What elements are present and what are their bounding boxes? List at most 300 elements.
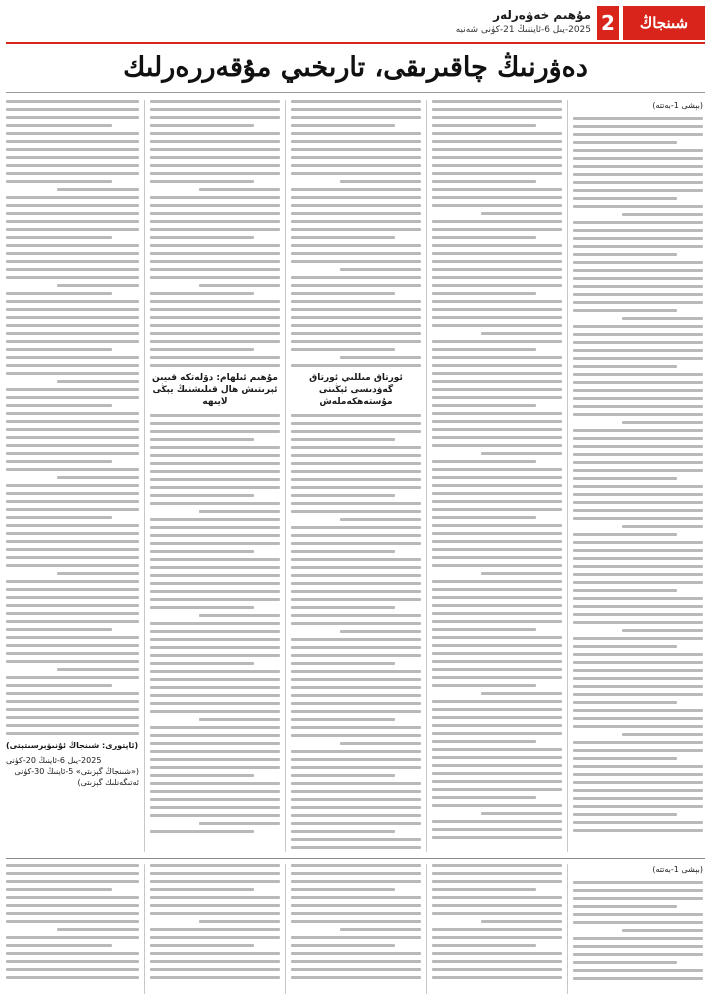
- text-line: [291, 132, 421, 135]
- text-line: [6, 732, 139, 735]
- text-line: [291, 478, 421, 481]
- text-line: [432, 524, 562, 527]
- text-line: [57, 188, 139, 191]
- signature-date: 2025-يىل 6-ئاينىڭ 20-كۈنى: [6, 756, 102, 765]
- text-line: [150, 422, 280, 425]
- masthead: [6, 6, 705, 66]
- text-line: [150, 196, 280, 199]
- text-line: [573, 541, 703, 544]
- text-line: [432, 564, 562, 567]
- text-line: [573, 573, 703, 576]
- text-line: [291, 590, 421, 593]
- text-line: [291, 968, 421, 971]
- text-line: [150, 904, 280, 907]
- text-line: [291, 766, 421, 769]
- text-line: [432, 348, 536, 351]
- text-line: [432, 420, 562, 423]
- text-line: [573, 293, 703, 296]
- text-line: [432, 756, 562, 759]
- text-line: [291, 758, 421, 761]
- text-line: [291, 414, 421, 417]
- text-line: [150, 928, 280, 931]
- text-line: [291, 470, 421, 473]
- text-line: [432, 620, 562, 623]
- text-line: [291, 888, 395, 891]
- text-line: [573, 269, 703, 272]
- sub-heading: ئورتاق مىللىي ئورتاق گەۋدىسى ئېڭىنى مۇستەھكەملەش: [309, 373, 403, 407]
- text-line: [6, 356, 139, 359]
- text-line: [291, 148, 421, 151]
- text-line: [432, 372, 562, 375]
- text-line: [291, 438, 395, 441]
- text-line: [573, 237, 703, 240]
- text-line: [291, 638, 421, 641]
- text-line: [432, 628, 536, 631]
- text-line: [573, 789, 703, 792]
- text-line: [432, 820, 562, 823]
- article-column-4: [150, 100, 280, 852]
- text-line: [622, 317, 703, 320]
- text-line: [57, 380, 139, 383]
- text-line: [6, 692, 139, 695]
- text-line: [150, 782, 280, 785]
- text-line: [432, 172, 562, 175]
- text-line: [150, 268, 280, 271]
- text-line: [432, 444, 562, 447]
- text-line: [573, 717, 703, 720]
- text-line: [199, 718, 280, 721]
- text-line: [573, 685, 703, 688]
- text-line: [432, 836, 562, 839]
- text-line: [573, 677, 703, 680]
- text-line: [199, 920, 280, 923]
- text-line: [6, 372, 139, 375]
- text-line: [150, 236, 254, 239]
- text-line: [573, 709, 703, 712]
- text-line: [291, 606, 395, 609]
- text-line: [432, 364, 562, 367]
- text-line: [340, 180, 421, 183]
- text-line: [150, 630, 280, 633]
- text-line: [150, 670, 280, 673]
- text-line: [432, 796, 536, 799]
- text-line: [481, 572, 562, 575]
- text-line: [432, 652, 562, 655]
- text-line: [573, 365, 677, 368]
- text-line: [150, 574, 280, 577]
- text-line: [150, 774, 254, 777]
- text-line: [432, 356, 562, 359]
- text-line: [291, 156, 421, 159]
- text-line: [573, 517, 703, 520]
- text-line: [6, 580, 139, 583]
- text-line: [150, 156, 280, 159]
- article-column-1: [573, 100, 703, 852]
- text-line: [432, 196, 562, 199]
- text-line: [150, 164, 280, 167]
- text-line: [573, 157, 703, 160]
- text-line: [432, 944, 536, 947]
- text-line: [432, 484, 562, 487]
- text-line: [291, 212, 421, 215]
- text-line: [432, 124, 536, 127]
- text-line: [6, 180, 112, 183]
- text-line: [291, 614, 421, 617]
- text-line: [150, 534, 280, 537]
- text-line: [291, 108, 421, 111]
- text-line: [150, 276, 280, 279]
- text-line: [573, 141, 677, 144]
- text-line: [432, 952, 562, 955]
- text-line: [432, 960, 562, 963]
- text-line: [291, 646, 421, 649]
- text-line: [573, 253, 677, 256]
- masthead-rule: [6, 42, 705, 44]
- text-line: [6, 348, 112, 351]
- column-divider: [426, 100, 427, 852]
- text-line: [432, 244, 562, 247]
- text-line: [432, 976, 562, 979]
- text-line: [432, 636, 562, 639]
- text-line: [6, 492, 139, 495]
- text-line: [573, 445, 703, 448]
- text-line: [573, 285, 703, 288]
- text-line: [199, 284, 280, 287]
- text-line: [291, 670, 421, 673]
- text-line: [150, 204, 280, 207]
- text-line: [291, 976, 421, 979]
- text-line: [291, 710, 421, 713]
- lower-article-column-2: [432, 864, 562, 994]
- text-line: [6, 260, 139, 263]
- text-line: [432, 896, 562, 899]
- text-line: [57, 668, 139, 671]
- text-line: [432, 476, 562, 479]
- text-line: [6, 952, 139, 955]
- text-line: [291, 550, 395, 553]
- text-line: [573, 373, 703, 376]
- text-line: [150, 662, 254, 665]
- text-line: [573, 961, 677, 964]
- text-line: [432, 156, 562, 159]
- text-line: [6, 888, 112, 891]
- text-line: [573, 133, 703, 136]
- text-line: [6, 936, 139, 939]
- text-line: [150, 124, 254, 127]
- text-line: [291, 116, 421, 119]
- text-line: [6, 300, 139, 303]
- text-line: [150, 100, 280, 103]
- text-line: [432, 396, 562, 399]
- text-line: [481, 812, 562, 815]
- text-line: [6, 428, 139, 431]
- text-line: [573, 413, 703, 416]
- text-line: [432, 708, 562, 711]
- text-line: [291, 952, 421, 955]
- text-line: [432, 928, 562, 931]
- text-line: [573, 357, 703, 360]
- text-line: [291, 912, 421, 915]
- text-line: [573, 693, 703, 696]
- text-line: [432, 116, 562, 119]
- text-line: [150, 694, 280, 697]
- text-line: [432, 500, 562, 503]
- text-line: [432, 268, 562, 271]
- text-line: [6, 276, 139, 279]
- text-line: [481, 332, 562, 335]
- text-line: [432, 404, 536, 407]
- text-line: [150, 968, 280, 971]
- text-line: [6, 316, 139, 319]
- text-line: [573, 429, 703, 432]
- text-line: [150, 976, 280, 979]
- text-line: [432, 292, 536, 295]
- text-line: [432, 540, 562, 543]
- text-line: [573, 897, 703, 900]
- text-line: [291, 188, 421, 191]
- text-line: [6, 364, 139, 367]
- text-line: [573, 969, 703, 972]
- text-line: [573, 765, 703, 768]
- text-line: [150, 790, 280, 793]
- text-line: [432, 316, 562, 319]
- text-line: [432, 308, 562, 311]
- text-line: [6, 968, 139, 971]
- text-line: [573, 173, 703, 176]
- text-line: [432, 880, 562, 883]
- text-line: [199, 188, 280, 191]
- text-line: [573, 701, 677, 704]
- text-line: [291, 324, 421, 327]
- text-line: [432, 508, 562, 511]
- text-line: [432, 516, 536, 519]
- text-line: [150, 638, 280, 641]
- text-line: [6, 880, 139, 883]
- text-line: [432, 380, 562, 383]
- text-line: [573, 905, 677, 908]
- text-line: [481, 212, 562, 215]
- text-line: [291, 486, 421, 489]
- text-line: [291, 872, 421, 875]
- text-line: [573, 645, 677, 648]
- text-line: [150, 316, 280, 319]
- text-line: [57, 928, 139, 931]
- text-line: [573, 749, 703, 752]
- text-line: [6, 596, 139, 599]
- text-line: [432, 612, 562, 615]
- text-line: [150, 678, 280, 681]
- text-line: [6, 388, 139, 391]
- text-line: [432, 888, 536, 891]
- text-line: [291, 260, 421, 263]
- text-line: [573, 581, 703, 584]
- text-line: [573, 533, 677, 536]
- text-line: [6, 564, 139, 567]
- text-line: [432, 220, 562, 223]
- text-line: [573, 913, 703, 916]
- column-text-block: [291, 100, 421, 367]
- text-line: [6, 268, 139, 271]
- text-line: [291, 566, 421, 569]
- text-line: [150, 542, 280, 545]
- text-line: [573, 741, 703, 744]
- text-line: [481, 920, 562, 923]
- text-line: [6, 292, 112, 295]
- text-line: [150, 654, 280, 657]
- text-line: [573, 181, 703, 184]
- text-line: [291, 694, 421, 697]
- text-line: [573, 653, 703, 656]
- text-line: [573, 977, 703, 980]
- text-line: [291, 100, 421, 103]
- text-line: [573, 125, 703, 128]
- text-line: [291, 944, 395, 947]
- text-line: [432, 556, 562, 559]
- text-line: [573, 589, 677, 592]
- text-line: [291, 454, 421, 457]
- text-line: [573, 921, 703, 924]
- text-line: [57, 284, 139, 287]
- text-line: [150, 430, 280, 433]
- text-line: [622, 525, 703, 528]
- text-line: [573, 637, 703, 640]
- text-line: [6, 636, 139, 639]
- date-line: 2025-يىل 6-ئايننىڭ 21-كۈنى شەنبە: [455, 25, 591, 35]
- text-line: [150, 558, 280, 561]
- text-line: [150, 598, 280, 601]
- text-line: [432, 772, 562, 775]
- text-line: [291, 164, 421, 167]
- text-line: [150, 742, 280, 745]
- text-line: [6, 540, 139, 543]
- article-column-3: [291, 100, 421, 852]
- text-line: [291, 430, 421, 433]
- text-line: [57, 572, 139, 575]
- text-line: [291, 686, 421, 689]
- text-line: [6, 896, 139, 899]
- text-line: [432, 188, 562, 191]
- text-line: [6, 976, 139, 979]
- text-line: [432, 804, 562, 807]
- text-line: [573, 549, 703, 552]
- text-line: [573, 773, 703, 776]
- text-line: [291, 678, 421, 681]
- column-divider: [426, 864, 427, 994]
- text-line: [481, 692, 562, 695]
- text-line: [432, 732, 562, 735]
- text-line: [6, 588, 139, 591]
- lower-article-column-3: [291, 864, 421, 994]
- text-line: [291, 252, 421, 255]
- text-line: [150, 212, 280, 215]
- text-line: [6, 332, 139, 335]
- text-line: [291, 308, 421, 311]
- text-line: [150, 646, 280, 649]
- text-line: [6, 920, 139, 923]
- text-line: [432, 596, 562, 599]
- text-line: [573, 557, 703, 560]
- text-line: [150, 252, 280, 255]
- text-line: [6, 324, 139, 327]
- section-divider: [6, 858, 705, 859]
- text-line: [291, 204, 421, 207]
- text-line: [573, 325, 703, 328]
- text-line: [573, 605, 703, 608]
- text-line: [291, 750, 421, 753]
- text-line: [432, 740, 536, 743]
- text-line: [291, 276, 421, 279]
- text-line: [150, 132, 280, 135]
- text-line: [573, 389, 703, 392]
- text-line: [291, 574, 421, 577]
- article-column-2: [432, 100, 562, 852]
- text-line: [432, 904, 562, 907]
- text-line: [573, 597, 703, 600]
- text-line: [573, 501, 703, 504]
- text-line: [150, 438, 254, 441]
- text-line: [150, 340, 280, 343]
- text-line: [6, 396, 139, 399]
- text-line: [291, 582, 421, 585]
- text-line: [573, 165, 703, 168]
- text-line: [150, 766, 280, 769]
- text-line: [150, 526, 280, 529]
- text-line: [291, 846, 421, 849]
- text-line: [6, 252, 139, 255]
- text-line: [6, 340, 139, 343]
- text-line: [432, 260, 562, 263]
- source-footnote: («شىنجاڭ گېزىتى» 5-ئاينىڭ 30-كۈنى ئەتىگەنلىك گېزىتى): [14, 767, 139, 787]
- text-line: [291, 598, 421, 601]
- text-line: [573, 881, 703, 884]
- text-line: [432, 864, 562, 867]
- text-line: [150, 582, 280, 585]
- text-line: [573, 781, 703, 784]
- text-line: [622, 929, 703, 932]
- text-line: [291, 558, 421, 561]
- text-line: [6, 236, 112, 239]
- text-line: [6, 524, 139, 527]
- text-line: [291, 864, 421, 867]
- text-line: [6, 124, 112, 127]
- text-line: [432, 780, 562, 783]
- text-line: [150, 414, 280, 417]
- text-line: [291, 734, 421, 737]
- text-line: [6, 556, 139, 559]
- text-line: [150, 356, 280, 359]
- text-line: [150, 108, 280, 111]
- text-line: [573, 221, 703, 224]
- text-line: [573, 349, 703, 352]
- text-line: [432, 284, 562, 287]
- text-line: [432, 548, 562, 551]
- text-line: [6, 500, 139, 503]
- text-line: [291, 220, 421, 223]
- text-line: [481, 452, 562, 455]
- text-line: [432, 580, 562, 583]
- text-line: [432, 700, 562, 703]
- text-line: [573, 405, 703, 408]
- text-line: [432, 236, 536, 239]
- text-line: [432, 460, 536, 463]
- text-line: [150, 292, 254, 295]
- text-line: [150, 180, 254, 183]
- text-line: [573, 461, 703, 464]
- text-line: [291, 904, 421, 907]
- text-line: [291, 526, 421, 529]
- text-line: [150, 566, 280, 569]
- text-line: [150, 758, 280, 761]
